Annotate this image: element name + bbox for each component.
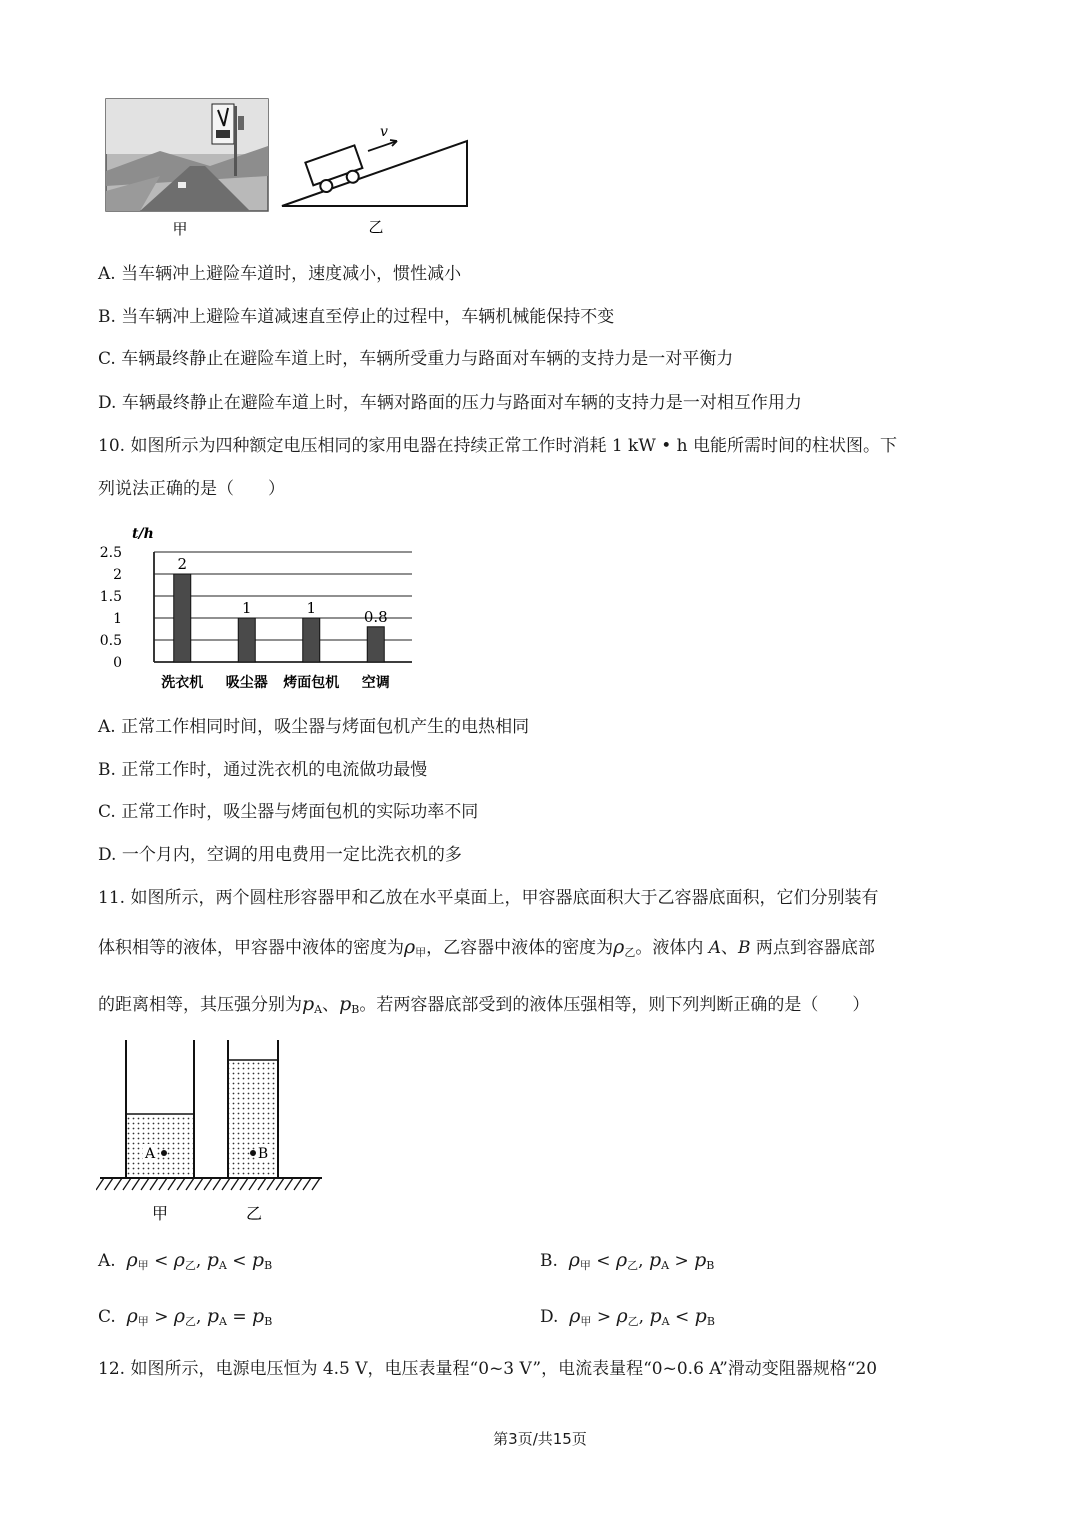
container-left-label: 甲 xyxy=(151,1204,169,1223)
q11-option-d: D. $\rho_甲 > \rho_乙$, $p_A < p_B$ xyxy=(540,1305,715,1328)
q10-option-c: C. 正常工作时，吸尘器与烤面包机的实际功率不同 xyxy=(98,802,479,822)
chart-category-label: 烤面包机 xyxy=(283,675,340,691)
chart-value-label: 2 xyxy=(177,555,188,573)
q9-option-a: A. 当车辆冲上避险车道时，速度减小，惯性减小 xyxy=(98,264,462,284)
chart-category-label: 洗衣机 xyxy=(161,675,204,691)
figure-containers xyxy=(96,1036,336,1228)
q10-stem-line2: 列说法正确的是（ ） xyxy=(98,479,285,499)
q11-option-b: B. $\rho_甲 < \rho_乙$, $p_A > p_B$ xyxy=(540,1249,715,1272)
point-a-label: A xyxy=(144,1146,156,1162)
q9-option-d: D. 车辆最终静止在避险车道上时，车辆对路面的压力与路面对车辆的支持力是一对相互作用力 xyxy=(98,393,802,413)
chart-bar xyxy=(367,627,384,662)
chart-ytick-label: 1.5 xyxy=(99,589,122,605)
fig9-label-right: 乙 xyxy=(368,218,384,236)
q10-option-b: B. 正常工作时，通过洗衣机的电流做功最慢 xyxy=(98,760,428,780)
chart-ytick-label: 1 xyxy=(113,611,122,627)
chart-category-label: 吸尘器 xyxy=(225,675,268,691)
q11-stem-line2: 体积相等的液体，甲容器中液体的密度为$\rho_甲$，乙容器中液体的密度为$\rho_乙$。液体内 A、B 两点到容器底部 xyxy=(98,936,875,959)
q11-stem-line1: 11. 如图所示，两个圆柱形容器甲和乙放在水平桌面上，甲容器底面积大于乙容器底面积，它们分别装有 xyxy=(98,888,879,908)
q11-option-c: C. $\rho_甲 > \rho_乙$, $p_A = p_B$ xyxy=(98,1305,273,1328)
chart-ytick-label: 0.5 xyxy=(99,633,122,649)
chart-bar xyxy=(174,574,191,662)
chart-category-label: 空调 xyxy=(361,675,390,691)
bar-chart xyxy=(96,520,426,700)
chart-bar xyxy=(303,618,320,662)
escape-lane-svg xyxy=(100,96,480,246)
point-b-label: B xyxy=(257,1146,269,1162)
figure-escape-lane xyxy=(100,96,480,246)
escape-lane-incline xyxy=(282,124,467,206)
fig9-velocity-label: v xyxy=(380,124,388,140)
q10-option-a: A. 正常工作相同时间，吸尘器与烤面包机产生的电热相同 xyxy=(98,717,530,737)
q10-stem-line1: 10. 如图所示为四种额定电压相同的家用电器在持续正常工作时消耗 1 kW • h 电能所需时间的柱状图。下 xyxy=(98,436,898,456)
escape-lane-photo xyxy=(106,99,268,211)
page-footer: 第3页/共15页 xyxy=(493,1430,587,1448)
chart-category-labels xyxy=(161,674,390,691)
q9-option-b: B. 当车辆冲上避险车道减速直至停止的过程中，车辆机械能保持不变 xyxy=(98,307,615,327)
chart-value-label: 1 xyxy=(241,599,252,617)
q9-option-c: C. 车辆最终静止在避险车道上时，车辆所受重力与路面对车辆的支持力是一对平衡力 xyxy=(98,349,734,369)
ground-hatch xyxy=(96,1178,320,1190)
q10-option-d: D. 一个月内，空调的用电费用一定比洗衣机的多 xyxy=(98,845,462,865)
containers-svg xyxy=(96,1036,336,1228)
chart-yticks xyxy=(100,545,122,671)
chart-value-label: 1 xyxy=(306,599,317,617)
chart-value-labels xyxy=(177,555,387,626)
chart-ytick-label: 0 xyxy=(113,655,122,671)
chart-ylabel: t/h xyxy=(132,526,154,542)
container-right-label: 乙 xyxy=(245,1204,263,1223)
chart-ytick-label: 2 xyxy=(113,567,122,583)
chart-value-label: 0.8 xyxy=(363,607,388,626)
chart-ytick-label: 2.5 xyxy=(99,545,122,561)
chart-bar xyxy=(238,618,255,662)
q11-option-a: A. $\rho_甲 < \rho_乙$, $p_A < p_B$ xyxy=(98,1249,273,1272)
q11-stem-line3: 的距离相等，其压强分别为$p_A$、$p_B$。若两容器底部受到的液体压强相等，则下列判断正确的是（ ） xyxy=(98,993,870,1016)
fig9-label-left: 甲 xyxy=(172,220,188,238)
q12-stem-line1: 12. 如图所示，电源电压恒为 4.5 V，电压表量程“0~3 V”，电流表量程“0~0.6 A”滑动变阻器规格“20 xyxy=(98,1359,878,1379)
bar-chart-svg xyxy=(96,520,426,700)
